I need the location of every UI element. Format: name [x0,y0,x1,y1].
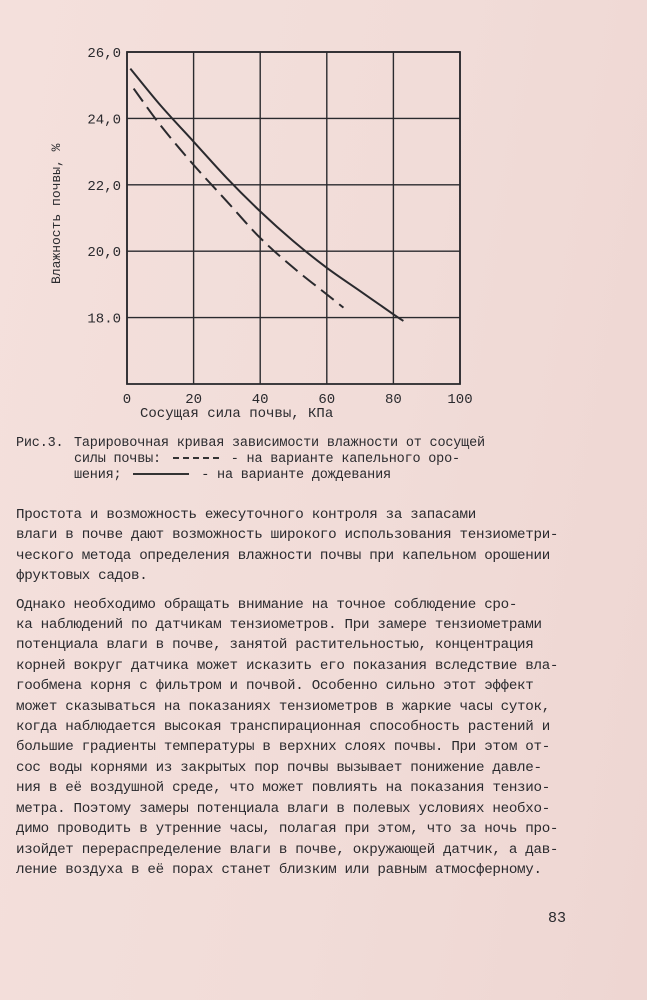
body-text [16,505,576,888]
x-tick-label: 100 [447,392,473,408]
text-line: гообмена корня с фильтром и почвой. Особенно сильно этот эффект [16,678,534,695]
y-tick-label: 26,0 [87,46,121,62]
text-line: изойдет перераспределение влаги в почве, окружающей датчик, а дав- [16,841,559,858]
plot-frame [127,52,460,384]
figure-label: Рис.3. [16,436,64,451]
chart-grid [127,52,460,384]
text-line: ка наблюдений по датчикам тензиометров. При замере тензиометрами [16,617,542,634]
y-tick-label: 24,0 [87,112,121,129]
text-line: когда наблюдается высокая транспирационная способность растений и [16,719,550,736]
text-line: ление воздуха в её порах станет близким или равным атмосферному. [16,861,542,878]
text-line: димо проводить в утренние часы, полагая при этом, что за ночь про- [16,821,559,838]
y-tick-label: 18.0 [87,311,121,328]
text-line: Простота и возможность ежесуточного контроля за запасами [16,507,476,523]
chart-series [130,69,403,321]
drip-irrigation-curve [134,89,344,308]
paragraph-1 [16,505,576,587]
text-line: большие градиенты температуры в верхних слоях почвы. При этом от- [16,739,550,756]
sprinkler-irrigation-curve [130,69,403,321]
text-line: ния в её воздушной среде, что может повлиять на показания тензио- [16,780,550,797]
calibration-chart [0,0,647,430]
x-axis-title: Сосущая сила почвы, КПа [140,406,334,422]
y-tick-label: 22,0 [87,178,121,195]
x-tick-label: 80 [384,392,402,408]
caption-line-3b: - на варианте дождевания [201,468,391,483]
text-line: ческого метода определения влажности почвы при капельном орошении [16,547,550,564]
x-tick-label: 40 [251,392,269,408]
caption-line-2b: - на варианте капельного оро- [230,452,460,467]
y-tick-label: 20,0 [87,245,121,262]
chart-axes [127,52,460,384]
text-line: корней вокруг датчика может исказить его показания вследствие вла- [16,657,559,674]
caption-line-3 [74,468,544,484]
y-axis-title: Влажность почвы, % [49,143,64,284]
paragraph-2 [16,595,576,881]
page-number: 83 [548,910,567,927]
text-line: сос воды корнями из закрытых пор почвы вызывает понижение давле- [16,759,542,776]
x-tick-label: 20 [185,392,203,408]
text-line: метра. Поэтому замеры потенциала влаги в полевых условиях необхо- [16,800,550,817]
text-line: может сказываться на показаниях тензиометров в жаркие часы суток, [16,698,550,715]
text-line: фруктовых садов. [16,568,148,585]
text-line: влаги в почве дают возможность широкого использования тензиометри- [16,527,559,544]
x-tick-label: 60 [318,392,336,408]
caption-line-2 [74,452,544,468]
caption-line-2a: силы почвы: [74,452,161,467]
solid-legend-key [133,473,189,475]
dashed-legend-key [173,457,219,459]
caption-line-3a: шения; [74,468,122,483]
caption-line-1: Тарировочная кривая зависимости влажности от сосущей [74,436,485,451]
text-line: потенциала влаги в почве, занятой растительностью, концентрация [16,637,534,654]
text-line: Однако необходимо обращать внимание на точное соблюдение сро- [16,596,518,613]
x-tick-label: 0 [122,392,132,408]
